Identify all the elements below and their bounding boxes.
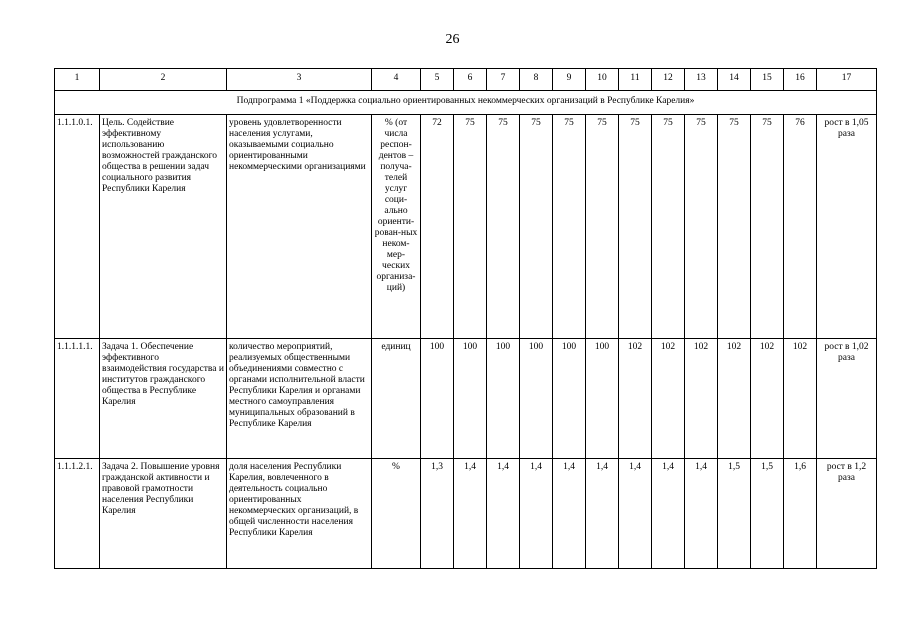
page-number: 26 xyxy=(445,32,460,47)
row-value: 75 xyxy=(751,115,784,339)
row-value: 75 xyxy=(718,115,751,339)
header-cell: 2 xyxy=(100,69,227,91)
row-value: 100 xyxy=(553,339,586,459)
row-value: 1,4 xyxy=(520,459,553,569)
header-cell: 5 xyxy=(421,69,454,91)
row-value: 100 xyxy=(520,339,553,459)
subprogram-title: Подпрограмма 1 «Поддержка социально ориентированных некоммерческих организаций в Республике Карелия» xyxy=(55,91,877,115)
row-code: 1.1.1.2.1. xyxy=(55,459,100,569)
header-cell: 8 xyxy=(520,69,553,91)
header-row xyxy=(55,69,877,91)
header-cell: 7 xyxy=(487,69,520,91)
row-unit: % xyxy=(372,459,421,569)
row-value: 1,4 xyxy=(553,459,586,569)
row-value: 1,3 xyxy=(421,459,454,569)
header-cell: 15 xyxy=(751,69,784,91)
subprogram-row xyxy=(55,91,877,115)
indicators-table xyxy=(54,68,877,569)
header-cell: 12 xyxy=(652,69,685,91)
row-value: 75 xyxy=(454,115,487,339)
row-value: 1,4 xyxy=(586,459,619,569)
row-value: 100 xyxy=(421,339,454,459)
row-value: 75 xyxy=(553,115,586,339)
header-cell: 9 xyxy=(553,69,586,91)
row-value: 1,5 xyxy=(751,459,784,569)
header-cell: 16 xyxy=(784,69,817,91)
row-value: 75 xyxy=(487,115,520,339)
row-indicator: количество мероприятий, реализуемых общественными объединениями совместно с органами исполнительной власти Республики Карелия и органами местного самоуправления муниципальных образований в Республике Карелия xyxy=(227,339,372,459)
row-result: рост в 1,02 раза xyxy=(817,339,877,459)
row-goal: Задача 2. Повышение уровня гражданской активности и правовой грамотности населения Республики Карелия xyxy=(100,459,227,569)
table-row xyxy=(55,339,877,459)
row-value: 75 xyxy=(520,115,553,339)
row-value: 72 xyxy=(421,115,454,339)
row-indicator: уровень удовлетворенности населения услугами, оказываемыми социально ориентированными некоммерческими организациями xyxy=(227,115,372,339)
row-value: 1,4 xyxy=(454,459,487,569)
row-value: 100 xyxy=(454,339,487,459)
row-unit: % (от числа респон-дентов – получа-телей услуг соци-ально ориенти-рован-ных неком-мер-ческих организа-ций) xyxy=(372,115,421,339)
row-value: 1,4 xyxy=(619,459,652,569)
table-row xyxy=(55,115,877,339)
row-value: 100 xyxy=(586,339,619,459)
row-value: 102 xyxy=(652,339,685,459)
row-value: 102 xyxy=(685,339,718,459)
header-cell: 10 xyxy=(586,69,619,91)
row-indicator: доля населения Республики Карелия, вовлеченного в деятельность социально ориентированных некоммерческих организаций, в общей численности населения Республики Карелия xyxy=(227,459,372,569)
row-value: 102 xyxy=(718,339,751,459)
header-cell: 14 xyxy=(718,69,751,91)
row-value: 1,4 xyxy=(685,459,718,569)
row-result: рост в 1,2 раза xyxy=(817,459,877,569)
row-goal: Цель. Содействие эффективному использованию возможностей гражданского общества в решении задач социального развития Республики Карелия xyxy=(100,115,227,339)
header-cell: 1 xyxy=(55,69,100,91)
row-value: 100 xyxy=(487,339,520,459)
row-unit: единиц xyxy=(372,339,421,459)
row-goal: Задача 1. Обеспечение эффективного взаимодействия государства и институтов гражданского общества в Республике Карелия xyxy=(100,339,227,459)
row-code: 1.1.1.1.1. xyxy=(55,339,100,459)
row-value: 1,4 xyxy=(487,459,520,569)
row-result: рост в 1,05 раза xyxy=(817,115,877,339)
row-value: 1,4 xyxy=(652,459,685,569)
header-cell: 13 xyxy=(685,69,718,91)
row-value: 75 xyxy=(652,115,685,339)
header-cell: 6 xyxy=(454,69,487,91)
row-value: 102 xyxy=(784,339,817,459)
header-cell: 11 xyxy=(619,69,652,91)
header-cell: 3 xyxy=(227,69,372,91)
row-value: 75 xyxy=(685,115,718,339)
row-code: 1.1.1.0.1. xyxy=(55,115,100,339)
row-value: 75 xyxy=(619,115,652,339)
header-cell: 4 xyxy=(372,69,421,91)
row-value: 1,6 xyxy=(784,459,817,569)
row-value: 1,5 xyxy=(718,459,751,569)
row-value: 75 xyxy=(586,115,619,339)
row-value: 102 xyxy=(751,339,784,459)
header-cell: 17 xyxy=(817,69,877,91)
table-row xyxy=(55,459,877,569)
row-value: 76 xyxy=(784,115,817,339)
row-value: 102 xyxy=(619,339,652,459)
